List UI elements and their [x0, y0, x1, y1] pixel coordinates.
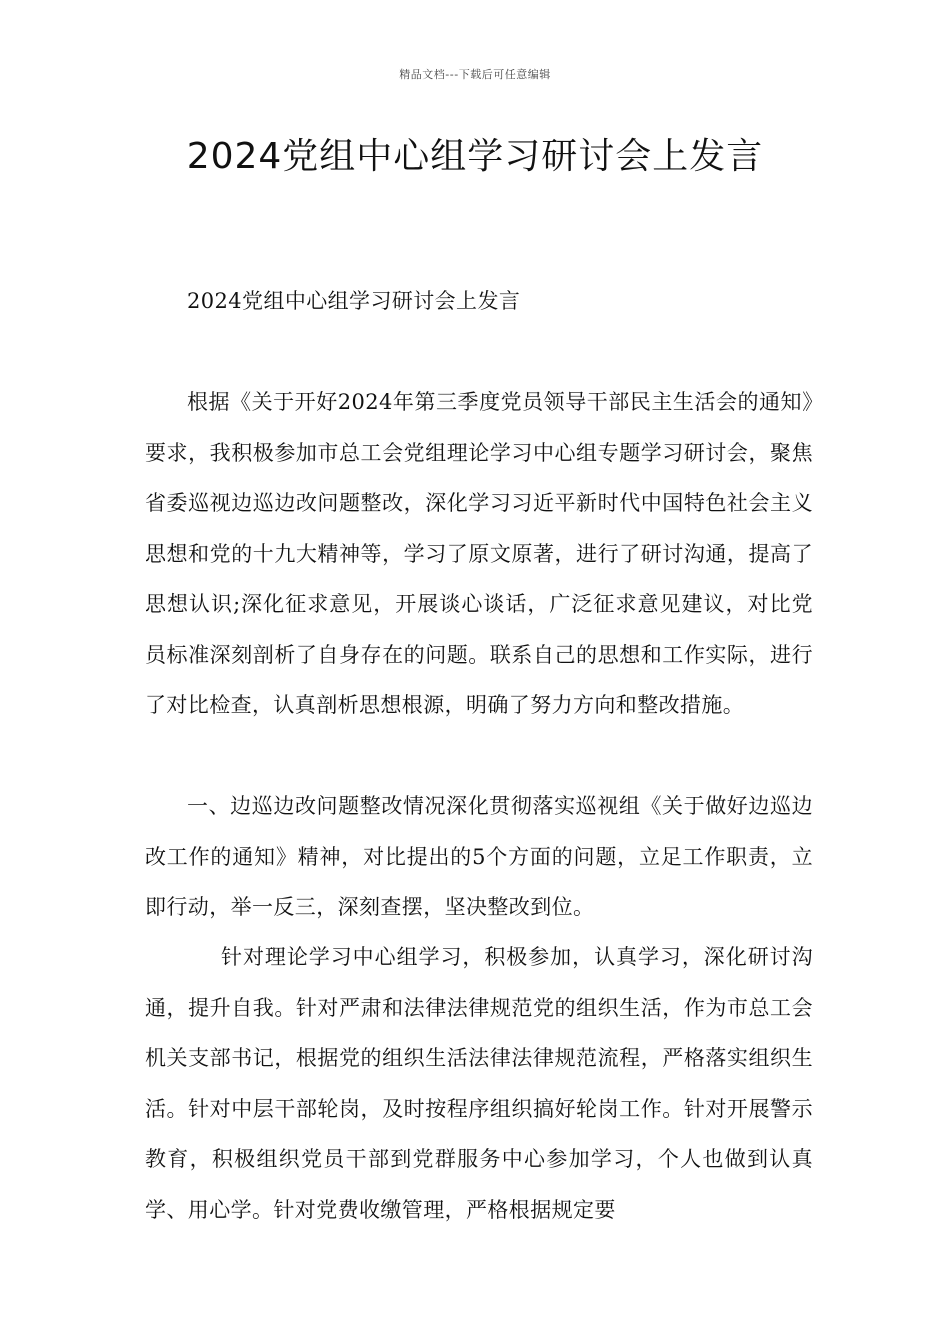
document-subtitle: 2024党组中心组学习研讨会上发言	[187, 289, 521, 313]
paragraph-intro: 根据《关于开好2024年第三季度党员领导干部民主生活会的通知》要求，我积极参加市总工会党组理论学习中心组专题学习研讨会，聚焦省委巡视边巡边改问题整改，深化学习习近平新时代中国特色社会主义思想和党的十九大精神等，学习了原文原著，进行了研讨沟通，提高了思想认识;深化征求意见，开展谈心谈话，广泛征求意见建议，对比党员标准深刻剖析了自身存在的问题。联系自己的思想和工作实际，进行了对比检查，认真剖析思想根源，明确了努力方向和整改措施。	[145, 390, 813, 717]
document-header-note: 精品文档---下载后可任意编辑	[399, 68, 551, 81]
document-title: 2024党组中心组学习研讨会上发言	[186, 136, 764, 177]
paragraph-measures: 针对理论学习中心组学习，积极参加，认真学习，深化研讨沟通，提升自我。针对严肃和法律法律规范党的组织生活，作为市总工会机关支部书记，根据党的组织生活法律法律规范流程，严格落实组织生活。针对中层干部轮岗，及时按程序组织搞好轮岗工作。针对开展警示教育，积极组织党员干部到党群服务中心参加学习，个人也做到认真学、用心学。针对党费收缴管理，严格根据规定要	[145, 945, 813, 1222]
paragraph-section-one: 一、边巡边改问题整改情况深化贯彻落实巡视组《关于做好边巡边改工作的通知》精神，对比提出的5个方面的问题，立足工作职责，立即行动，举一反三，深刻查摆，坚决整改到位。	[145, 794, 813, 919]
